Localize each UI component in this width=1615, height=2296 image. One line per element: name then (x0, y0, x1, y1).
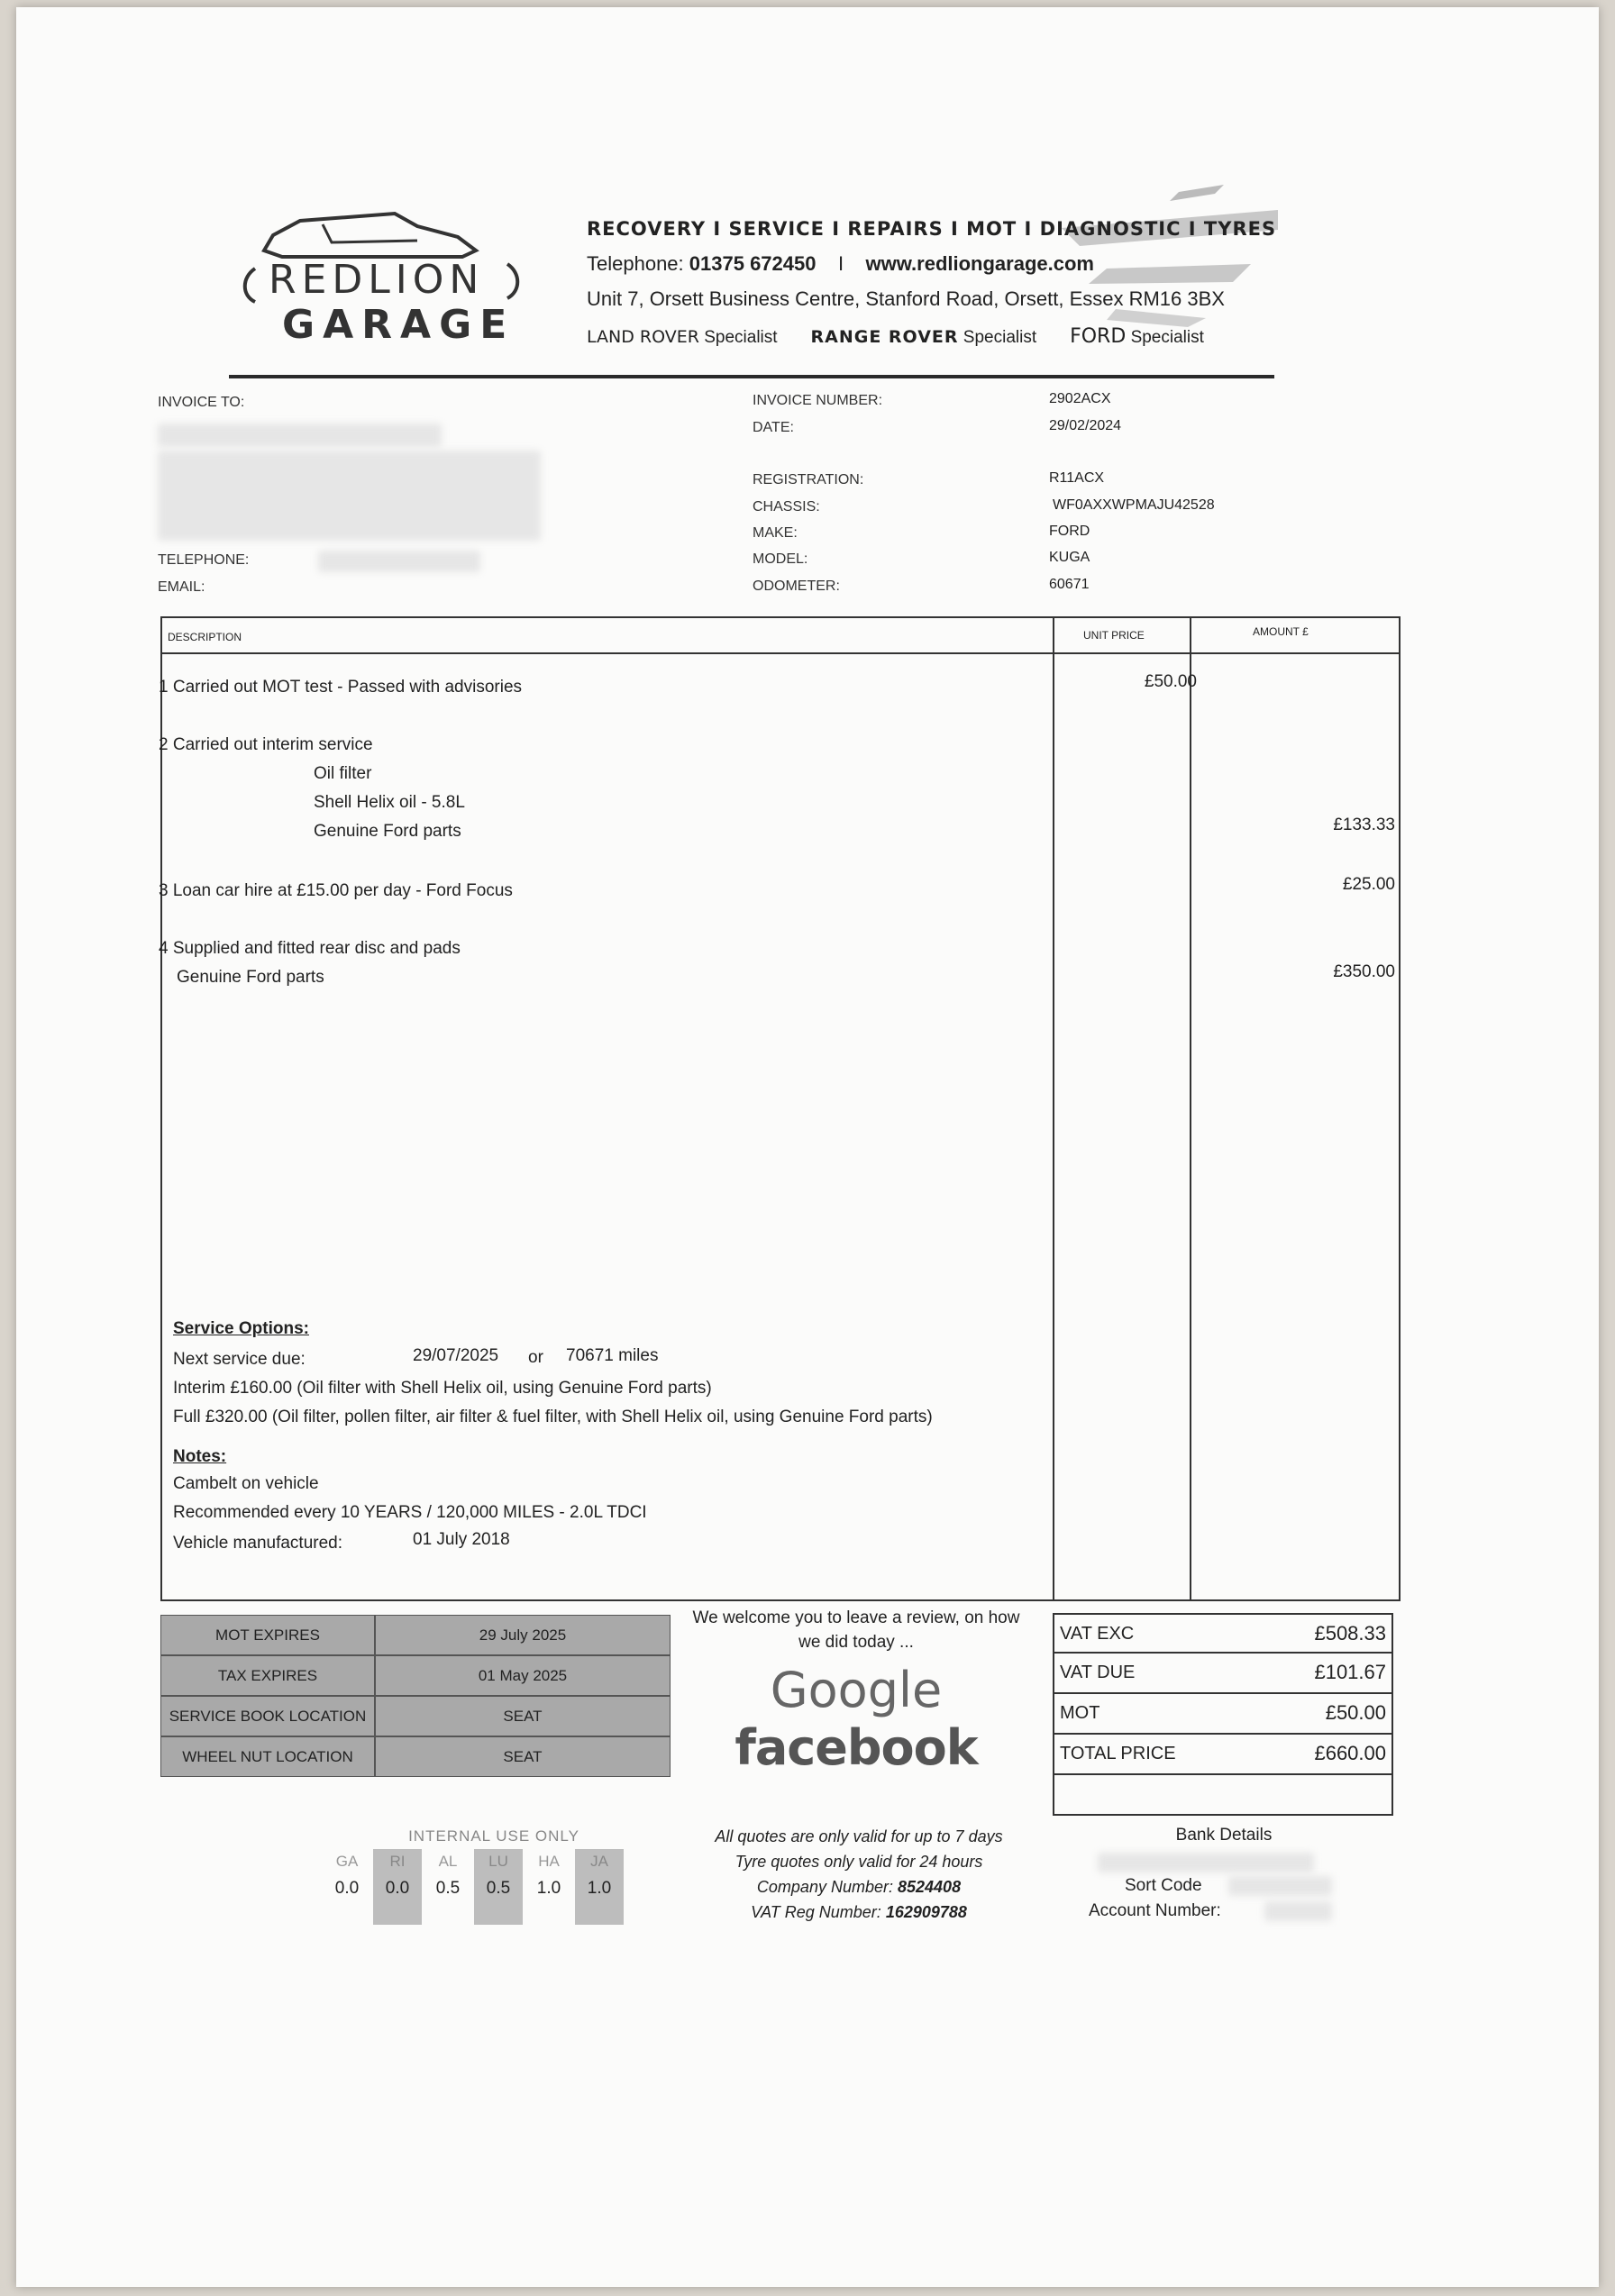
vat-reg-number: 162909788 (885, 1903, 967, 1921)
internal-code: JA (590, 1853, 608, 1870)
internal-value: 0.0 (334, 1879, 360, 1898)
invoice-number: 2902ACX (1049, 391, 1111, 406)
vehicle-manufactured-label: Vehicle manufactured: (173, 1534, 343, 1553)
specialist-text: Specialist (1130, 328, 1204, 347)
item-4-amount: £350.00 (1333, 962, 1395, 981)
internal-value: 1.0 (587, 1879, 612, 1898)
odometer-value: 60671 (1049, 577, 1090, 592)
model-label: MODEL: (753, 551, 808, 567)
vat-exc-row (1053, 1613, 1393, 1654)
date-label: DATE: (753, 420, 794, 435)
vat-due-row (1053, 1654, 1393, 1694)
next-service-label: Next service due: (173, 1350, 306, 1369)
internal-value: 0.0 (385, 1879, 410, 1898)
service-book-location-label: SERVICE BOOK LOCATION (160, 1696, 375, 1736)
internal-col-ga (323, 1849, 371, 1925)
item-2-description: 2 Carried out interim service (159, 735, 373, 754)
garage-address: Unit 7, Orsett Business Centre, Stanford Road, Orsett, Essex RM16 3BX (587, 287, 1225, 310)
redacted-account-number (1264, 1901, 1332, 1921)
mot-value: £50.00 (1325, 1701, 1386, 1724)
internal-code: LU (488, 1853, 508, 1870)
review-prompt (667, 1606, 1045, 1654)
internal-col-al (424, 1849, 472, 1925)
col-unit-price-header: UNIT PRICE (1083, 629, 1145, 642)
item-1-unit-price: £50.00 (1144, 672, 1197, 691)
specialist-text: Specialist (963, 328, 1037, 347)
internal-code: HA (538, 1853, 560, 1870)
telephone-label: Telephone: (587, 252, 684, 275)
quotes-validity-line: All quotes are only valid for up to 7 days (715, 1827, 1003, 1845)
contact-separator: I (837, 252, 844, 275)
make-label: MAKE: (753, 525, 798, 541)
google-logo: Google (770, 1662, 943, 1718)
sort-code-label: Sort Code (1125, 1876, 1202, 1895)
service-options-heading: Service Options: (173, 1319, 309, 1338)
service-book-location-value: SEAT (375, 1696, 671, 1736)
internal-code: RI (389, 1853, 406, 1870)
vat-reg-line (647, 1900, 1071, 1925)
mot-label: MOT (1060, 1703, 1100, 1723)
internal-value: 1.0 (536, 1879, 561, 1898)
land-rover-brand: LAND ROVER (587, 327, 699, 347)
make-value: FORD (1049, 524, 1090, 539)
table-divider-unit (1053, 618, 1054, 1599)
col-description-header: DESCRIPTION (168, 631, 242, 643)
notes-line-1: Cambelt on vehicle (173, 1474, 319, 1493)
next-service-or: or (528, 1348, 543, 1367)
company-number-label: Company Number: (756, 1878, 893, 1896)
redacted-customer-telephone (318, 551, 480, 572)
wheel-nut-location-value: SEAT (375, 1736, 671, 1777)
redacted-customer-name (158, 424, 442, 447)
total-price-value: £660.00 (1314, 1742, 1386, 1764)
contact-line (587, 252, 1094, 276)
company-number-line (647, 1874, 1071, 1900)
footer-terms (647, 1824, 1071, 1925)
redacted-bank-name (1098, 1853, 1314, 1872)
header-divider (229, 375, 1274, 378)
specialists-line (587, 325, 1204, 348)
invoice-date: 29/02/2024 (1049, 418, 1122, 433)
item-2-sub-3: Genuine Ford parts (314, 822, 461, 841)
internal-code: AL (438, 1853, 458, 1870)
registration-label: REGISTRATION: (753, 472, 864, 487)
next-service-date: 29/07/2025 (413, 1346, 499, 1365)
specialist-text: Specialist (704, 328, 778, 347)
total-price-label: TOTAL PRICE (1060, 1744, 1176, 1763)
vehicle-status-table (160, 1615, 671, 1777)
wheel-nut-location-label: WHEEL NUT LOCATION (160, 1736, 375, 1777)
services-list: RECOVERY I SERVICE I REPAIRS I MOT I DIAGNOSTIC I TYRES (587, 218, 1277, 240)
internal-col-ha (525, 1849, 573, 1925)
internal-value: 0.5 (486, 1879, 511, 1898)
chassis-value: WF0AXXWPMAJU42528 (1053, 497, 1215, 513)
invoice-paper (16, 7, 1599, 2287)
item-2-amount: £133.33 (1333, 815, 1395, 834)
telephone-label: TELEPHONE: (158, 552, 250, 568)
total-price-row (1053, 1735, 1393, 1775)
review-line-1: We welcome you to leave a review, on how (692, 1608, 1020, 1627)
table-divider-amount (1190, 618, 1191, 1599)
table-header-rule (162, 652, 1399, 654)
chassis-label: CHASSIS: (753, 499, 820, 515)
item-3-description: 3 Loan car hire at £15.00 per day - Ford Focus (159, 881, 513, 900)
item-2-sub-2: Shell Helix oil - 5.8L (314, 793, 465, 812)
invoice-number-label: INVOICE NUMBER: (753, 393, 883, 408)
full-service-option: Full £320.00 (Oil filter, pollen filter, air filter & fuel filter, with Shell Helix oil, using Genuine Ford parts) (173, 1408, 933, 1426)
item-4-sub-1: Genuine Ford parts (177, 968, 324, 987)
vehicle-manufactured-date: 01 July 2018 (413, 1530, 510, 1549)
redlion-logo (237, 201, 534, 368)
notes-heading: Notes: (173, 1447, 227, 1466)
internal-col-lu (474, 1849, 523, 1925)
redacted-sort-code (1228, 1876, 1332, 1896)
tyre-quotes-line: Tyre quotes only valid for 24 hours (735, 1853, 983, 1871)
item-1-description: 1 Carried out MOT test - Passed with advisories (159, 678, 523, 697)
mot-expires-value: 29 July 2025 (375, 1615, 671, 1655)
internal-col-ri (373, 1849, 422, 1925)
invoice-to-label: INVOICE TO: (158, 395, 245, 410)
item-4-description: 4 Supplied and fitted rear disc and pads (159, 939, 461, 958)
totals-empty-row (1053, 1775, 1393, 1816)
email-label: EMAIL: (158, 579, 205, 595)
notes-line-2: Recommended every 10 YEARS / 120,000 MILES - 2.0L TDCI (173, 1503, 647, 1522)
vat-due-label: VAT DUE (1060, 1663, 1136, 1682)
tax-expires-value: 01 May 2025 (375, 1655, 671, 1696)
account-number-label: Account Number: (1089, 1901, 1221, 1920)
totals-box (1053, 1613, 1395, 1811)
facebook-logo: facebook (735, 1719, 978, 1776)
item-2-sub-1: Oil filter (314, 764, 372, 783)
ford-brand: FORD (1070, 325, 1127, 348)
range-rover-brand: RANGE ROVER (810, 327, 959, 347)
logo-garage-text: GARAGE (282, 302, 516, 348)
tax-expires-label: TAX EXPIRES (160, 1655, 375, 1696)
item-3-amount: £25.00 (1342, 875, 1395, 894)
logo-redlion-text: REDLION (269, 257, 485, 303)
col-amount-header: AMOUNT £ (1253, 625, 1309, 638)
review-line-2: we did today ... (798, 1633, 914, 1652)
internal-value: 0.5 (435, 1879, 461, 1898)
vat-exc-label: VAT EXC (1060, 1624, 1135, 1644)
garage-website: www.redliongarage.com (865, 252, 1094, 275)
vat-exc-value: £508.33 (1314, 1622, 1386, 1645)
redacted-customer-address (158, 451, 541, 541)
model-value: KUGA (1049, 550, 1090, 565)
vat-due-value: £101.67 (1314, 1661, 1386, 1683)
vat-reg-label: VAT Reg Number: (751, 1903, 881, 1921)
internal-col-ja (575, 1849, 624, 1925)
internal-code: GA (335, 1853, 359, 1870)
internal-use-grid (323, 1849, 629, 1925)
garage-telephone: 01375 672450 (689, 252, 817, 275)
bank-details-heading: Bank Details (1175, 1826, 1273, 1845)
internal-use-heading: INTERNAL USE ONLY (408, 1827, 579, 1845)
company-number: 8524408 (898, 1878, 962, 1896)
mot-expires-label: MOT EXPIRES (160, 1615, 375, 1655)
mot-row (1053, 1694, 1393, 1735)
registration-value: R11ACX (1049, 470, 1105, 486)
odometer-label: ODOMETER: (753, 579, 840, 594)
interim-service-option: Interim £160.00 (Oil filter with Shell Helix oil, using Genuine Ford parts) (173, 1379, 712, 1398)
next-service-miles: 70671 miles (566, 1346, 659, 1365)
